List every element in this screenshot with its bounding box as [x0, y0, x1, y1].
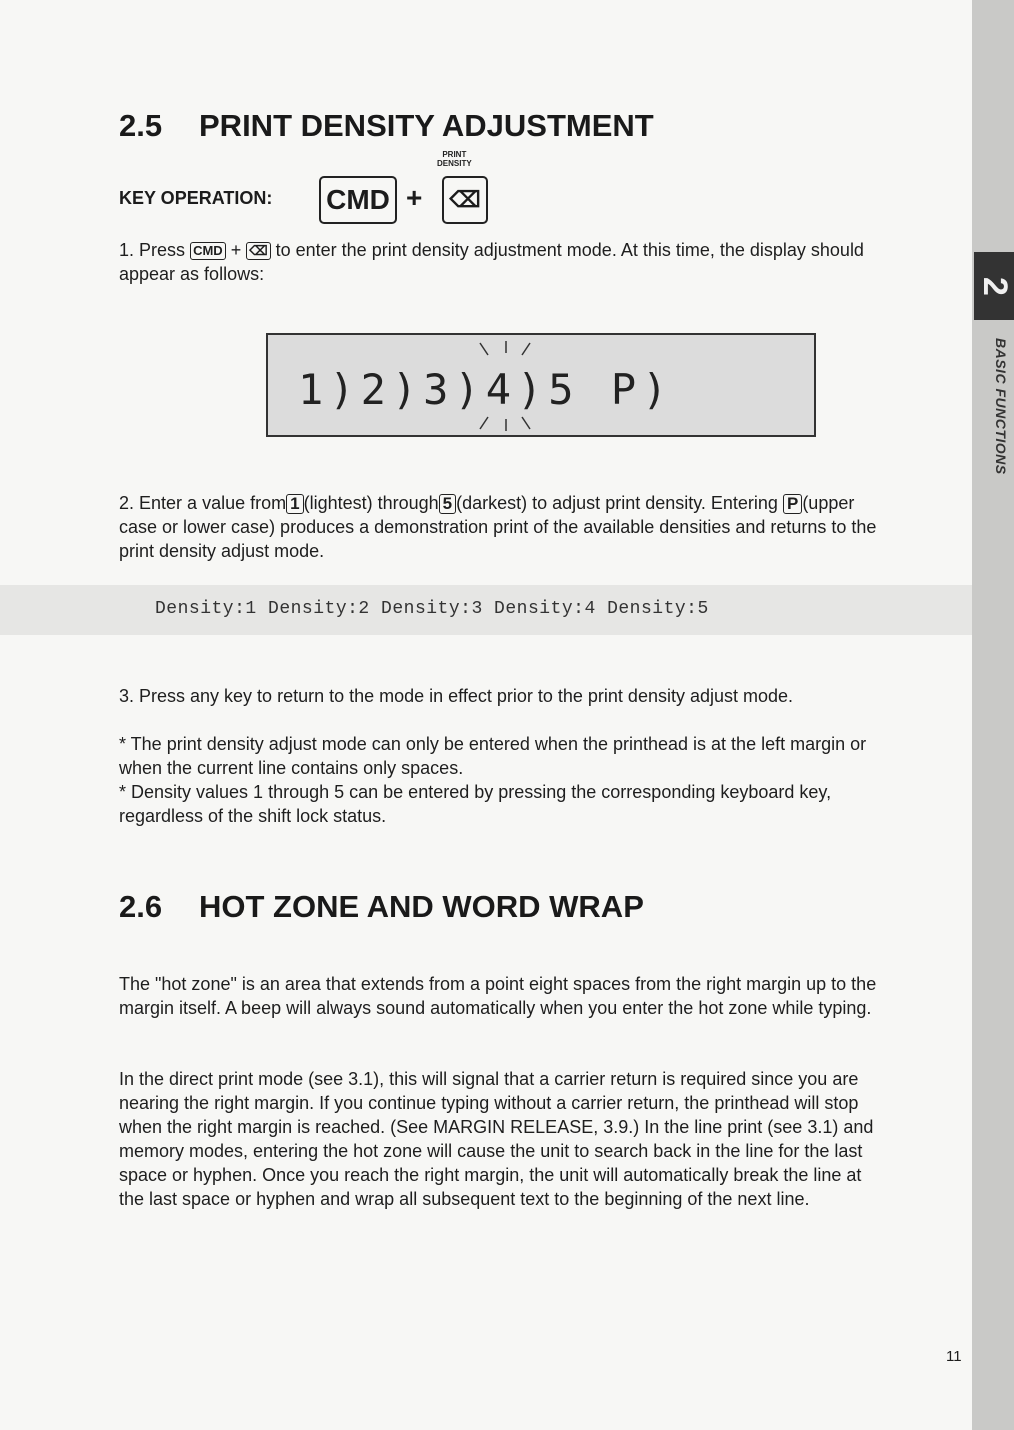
blink-indicator-icon: [268, 335, 814, 435]
demo-print-sample: Density:1 Density:2 Density:3 Density:4 Density:5: [155, 599, 709, 619]
step-number: 1.: [119, 240, 135, 260]
lcd-display: [266, 333, 816, 437]
section-title: HOT ZONE AND WORD WRAP: [199, 889, 644, 924]
step-text: to enter the print density adjustment mode. At this time, the display should appear as follows:: [119, 240, 864, 284]
chapter-side-tab: [972, 0, 1014, 1430]
key-5-inline: 5: [439, 494, 456, 514]
paragraph-hot-zone: The "hot zone" is an area that extends from a point eight spaces from the right margin up to the margin itself. A beep will always sound automatically when you enter the hot zone while typing.: [119, 974, 877, 1018]
section-number: 2.5: [119, 108, 163, 143]
step-text: (lightest) through: [303, 493, 439, 513]
print-density-key-caption: [437, 150, 472, 168]
lcd-display-text: 1)2)3)4)5 P): [298, 365, 674, 414]
section-title: PRINT DENSITY ADJUSTMENT: [199, 108, 654, 143]
chapter-number-tab: 2: [974, 252, 1014, 320]
key-p-inline: P: [783, 494, 802, 514]
backspace-key-icon: ⌫: [442, 176, 488, 224]
caption-line-2: DENSITY: [437, 159, 472, 168]
step-text: (darkest) to adjust print density. Entering: [456, 493, 778, 513]
step-text: (upper case or lower case) produces a demonstration print of the available densities and returns to the print density adjust mode.: [119, 493, 877, 561]
key-1-inline: 1: [286, 494, 303, 514]
cmd-key-inline: CMD: [190, 242, 226, 260]
step-3: 3. Press any key to return to the mode in effect prior to the print density adjust mode.: [119, 686, 794, 706]
caption-line-1: PRINT: [442, 150, 467, 159]
backspace-key-inline-icon: ⌫: [246, 242, 270, 260]
section-heading-2-5: [119, 108, 654, 144]
page-number: 11: [946, 1348, 962, 1365]
note-1: * The print density adjust mode can only be entered when the printhead is at the left margin or when the current line contains only spaces.: [119, 734, 867, 778]
step-text: Press: [139, 240, 186, 260]
key-operation-label: KEY OPERATION:: [119, 188, 273, 208]
plus-sign: +: [406, 182, 423, 213]
chapter-label: BASIC FUNCTIONS: [993, 338, 1009, 475]
note-2: * Density values 1 through 5 can be entered by pressing the corresponding keyboard key, regardless of the shift lock status.: [119, 782, 832, 826]
step-text: Enter a value from: [139, 493, 287, 513]
paragraph-word-wrap: In the direct print mode (see 3.1), this will signal that a carrier return is required since you are nearing the right margin. If you continue typing without a carrier return, the printhead will stop when the right margin is reached. (See MARGIN RELEASE, 3.9.) In the line print (see 3.1) and memory modes, entering the hot zone will cause the unit to search back in the line for the last space or hyphen. Once you reach the right margin, the unit will automatically break the line at the last space or hyphen and wrap all subsequent text to the beginning of the next line.: [119, 1069, 874, 1209]
section-heading-2-6: [119, 889, 644, 925]
plus-inline: +: [230, 240, 242, 260]
step-1: [119, 238, 889, 286]
cmd-key: CMD: [319, 176, 397, 224]
step-number: 2.: [119, 493, 135, 513]
section-number: 2.6: [119, 889, 163, 924]
step-2: [119, 491, 889, 563]
